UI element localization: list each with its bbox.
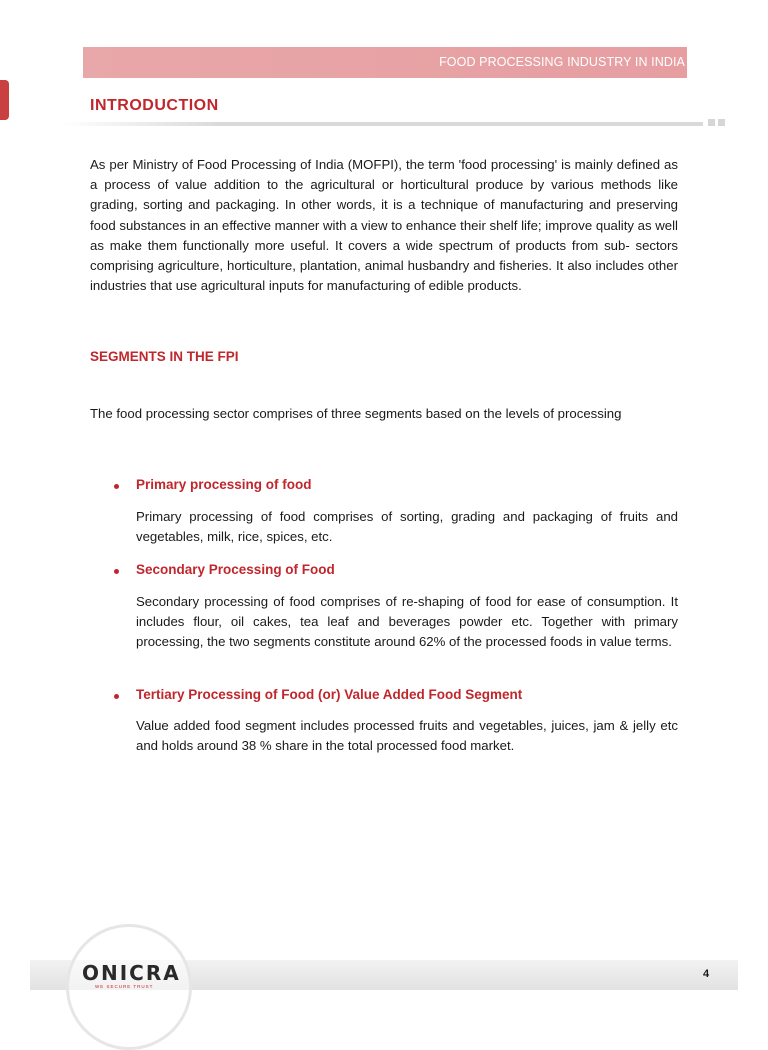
segment-1-body: Primary processing of food comprises of sorting, grading and packaging of fruits and vegetables, milk, rice, spices, etc.	[136, 509, 678, 545]
introduction-heading: INTRODUCTION	[90, 97, 219, 114]
introduction-paragraph: As per Ministry of Food Processing of India (MOFPI), the term 'food processing' is mainly defined as a process of value addition to the agricultural or horticultural produce by various methods like grading, sorting and packaging. In other words, it is a technique of manufacturing and preserving food substances in an effective manner with a view to enhance their shelf life; improve quality as well as make them functionally more useful. It covers a wide spectrum of products from sub- sectors comprising agriculture, horticulture, plantation, animal husbandry and fisheries. It also includes other industries that use agricultural inputs for manufacturing of edible products.	[90, 157, 678, 294]
segments-intro-paragraph: The food processing sector comprises of three segments based on the levels of processing	[90, 406, 622, 421]
company-logo: ONICRA	[82, 961, 181, 985]
segment-3-title: Tertiary Processing of Food (or) Value Added Food Segment	[136, 687, 523, 702]
bullet-icon	[114, 694, 119, 699]
logo-tagline: WE SECURE TRUST	[95, 984, 154, 989]
header-title: FOOD PROCESSING INDUSTRY IN INDIA	[439, 55, 685, 69]
page-number: 4	[703, 968, 710, 980]
divider-square-1	[708, 119, 715, 126]
bullet-icon	[114, 484, 119, 489]
bullet-icon	[114, 569, 119, 574]
segment-3-body: Value added food segment includes processed fruits and vegetables, juices, jam & jelly etc and holds around 38 % share in the total processed food market.	[136, 718, 678, 754]
segment-1-title: Primary processing of food	[136, 477, 312, 492]
header-bar	[83, 47, 687, 78]
segment-2-body: Secondary processing of food comprises of re-shaping of food for ease of consumption. It includes flour, oil cakes, tea leaf and beverages powder etc. Together with primary processing, the two segments constitute around 62% of the processed foods in value terms.	[136, 594, 678, 650]
heading-divider	[62, 122, 703, 126]
segment-2-title: Secondary Processing of Food	[136, 562, 335, 577]
segments-heading: SEGMENTS IN THE FPI	[90, 349, 239, 364]
divider-square-2	[718, 119, 725, 126]
left-edge-tab	[0, 80, 9, 120]
